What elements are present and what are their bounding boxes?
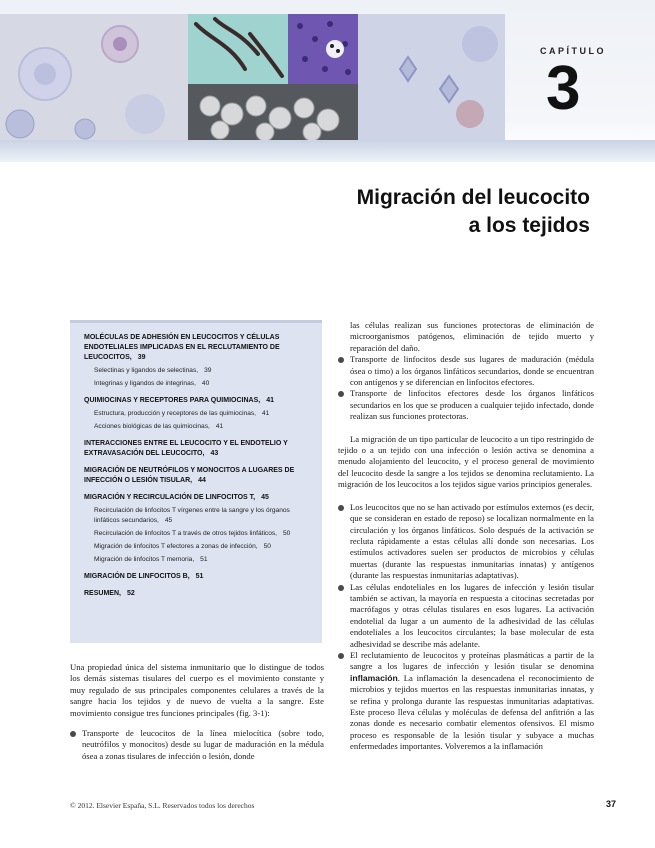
outline-entry-text: MIGRACIÓN Y RECIRCULACIÓN DE LINFOCITOS T, <box>84 494 256 501</box>
outline-section-entry <box>84 396 314 406</box>
page-number: 37 <box>606 799 617 809</box>
list-item-text: Transporte de leucocitos de la línea mielocítica (sobre todo, neutrófilos y monocitos) desde su lugar de maduración en la médula ósea a zonas tisulares de infección o lesión, donde <box>82 728 324 761</box>
outline-subsection-entry <box>84 409 314 419</box>
left-column-body <box>70 662 324 762</box>
list-item <box>338 650 594 753</box>
outline-entry-page: 41 <box>215 423 224 430</box>
right-column-body <box>338 320 594 753</box>
outline-entry-page: 45 <box>164 517 173 524</box>
function-list <box>70 728 324 762</box>
continuation-text: las células realizan sus funciones protectoras de eliminación de microorganismos patógenos, eliminación de tejido muerto y reparación del daño. <box>350 320 594 353</box>
outline-entry-page: 51 <box>200 556 208 563</box>
list-item <box>70 728 324 762</box>
chapter-number: 3 <box>546 54 581 123</box>
bullet-icon <box>338 585 344 591</box>
outline-entry-text: Recirculación de linfocitos T vírgenes entre la sangre y los órganos linfáticos secundarios, <box>94 507 290 524</box>
outline-subsection-entry <box>84 542 314 552</box>
collage-illustration <box>0 14 505 140</box>
microscopy-collage-image <box>0 14 505 140</box>
chapter-title-line1: Migración del leucocito <box>356 186 590 209</box>
outline-entry-page: 45 <box>261 494 269 501</box>
outline-entry-page: 50 <box>263 543 271 550</box>
list-item-text: Transporte de linfocitos desde sus lugares de maduración (médula ósea o timo) a los órganos linfáticos secundarios, donde se encuentran con antígenos y se diferencian en linfocitos efectores. <box>350 354 594 388</box>
intro-paragraph: Una propiedad única del sistema inmunitario que lo distingue de todos los demás sistemas tisulares del cuerpo es el movimiento constante y muy regulado de sus principales componentes celulares a través de la sangre hacia los tejidos y de nuevo de vuelta a la sangre. Este movimiento consigue tres funciones principales (fig. 3-1): <box>70 662 324 718</box>
outline-entry-text: INTERACCIONES ENTRE EL LEUCOCITO Y EL ENDOTELIO Y EXTRAVASACIÓN DEL LEUCOCITO, <box>84 440 288 457</box>
outline-section-entry <box>84 589 314 599</box>
list-item-text <box>350 650 594 751</box>
outline-subsection-entry <box>84 422 314 432</box>
outline-entry-text: RESUMEN, <box>84 590 121 597</box>
outline-entry-page: 43 <box>210 450 219 457</box>
outline-subsection-entry <box>84 366 314 376</box>
list-item <box>338 388 594 422</box>
list-item <box>338 502 594 582</box>
outline-section-entry <box>84 572 314 582</box>
chapter-outline-box <box>70 320 322 643</box>
outline-entry-text: Migración de linfocitos T efectores a zonas de infección, <box>94 543 258 550</box>
list-item-text-pre: El reclutamiento de leucocitos y proteínas plasmáticas a partir de la sangre a los lugares de infección y lesión tisular se denomina <box>350 649 594 672</box>
outline-entry-page: 41 <box>266 397 274 404</box>
body-paragraph: La migración de un tipo particular de leucocito a un tipo restringido de tejido o a un tejido con una infección o lesión activa se denomina a menudo alojamiento del leucocito, y el proceso general de movimiento del leucocito desde la sangre a los tejidos se denomina reclutamiento. La migración de los leucocitos a los tejidos sigue varios principios generales. <box>338 433 594 490</box>
outline-entry-text: MIGRACIÓN DE NEUTRÓFILOS Y MONOCITOS A LUGARES DE INFECCIÓN O LESIÓN TISULAR, <box>84 467 295 484</box>
bullet-icon <box>338 505 344 511</box>
list-item-text-post: . La inflamación la desencadena el reconocimiento de microbios y tejidos muertos en las respuestas inmunitarias innatas, y se refina y prolonga durante las respuestas inmunitarias adaptativas. Este proceso lleva células y moléculas de defensa del anfitrión a las zonas donde es necesario combatir elementos ofensivos. El mismo proceso es responsable de la lesión tisular y subyace a muchas enfermedades importantes. Volveremos a la inflamación <box>350 672 594 752</box>
bullet-icon <box>70 731 76 737</box>
chapter-title-line2: a los tejidos <box>468 214 590 237</box>
outline-entry-page: 52 <box>126 590 135 597</box>
outline-section-entry <box>84 439 314 459</box>
list-item <box>338 354 594 388</box>
list-item-text: Los leucocitos que no se han activado por estímulos externos (es decir, que se consideran en estado de reposo) se localizan normalmente en la circulación y los órganos linfáticos. Solo después de la activación se recluta rápidamente a estas células allí donde son necesarias. Los estímulos activadores suelen ser productos de microbios y células muertas (durante las respuestas inmunitarias innatas) y antígenos (durante las respuestas inmunitarias adaptativas). <box>350 501 594 581</box>
outline-entry-page: 44 <box>198 477 206 484</box>
outline-entry-page: 39 <box>204 367 212 374</box>
chapter-outline-list <box>70 323 322 607</box>
outline-section-entry <box>84 333 314 363</box>
list-item-text: Las células endoteliales en los lugares de infección y lesión tisular también se activan, la mayoría en respuesta a citocinas secretadas por macrófagos y otras células tisulares en esos lugares. La activación endotelial da lugar a un aumento de la adhesividad de las células endoteliales a los leucocitos circulantes; la base molecular de esta adhesividad se describe más adelante. <box>350 581 594 649</box>
outline-entry-text: MOLÉCULAS DE ADHESIÓN EN LEUCOCITOS Y CÉLULAS ENDOTELIALES IMPLICADAS EN EL RECLUTAMIENTO DE LEUCOCITOS, <box>84 334 280 361</box>
header-band <box>0 140 655 162</box>
outline-entry-text: Selectinas y ligandos de selectinas, <box>94 367 199 374</box>
outline-entry-page: 50 <box>283 530 291 537</box>
list-item-text: Transporte de linfocitos efectores desde los órganos linfáticos secundarios en los que se producen a cualquier tejido infectado, donde realizan sus funciones protectoras. <box>350 388 594 422</box>
outline-entry-page: 41 <box>262 410 270 417</box>
chapter-label: CAPÍTULO <box>540 46 606 56</box>
list-item <box>338 582 594 650</box>
bullet-icon <box>338 391 344 397</box>
outline-subsection-entry <box>84 506 314 526</box>
outline-entry-text: QUIMIOCINAS Y RECEPTORES PARA QUIMIOCINAS, <box>84 397 261 404</box>
copyright-notice: © 2012. Elsevier España, S.L. Reservados todos los derechos <box>70 801 255 810</box>
outline-entry-page: 51 <box>195 573 204 580</box>
outline-entry-page: 40 <box>201 380 210 387</box>
outline-subsection-entry <box>84 555 314 565</box>
outline-section-entry <box>84 466 314 486</box>
outline-entry-text: Migración de linfocitos T memoria, <box>94 556 195 563</box>
outline-subsection-entry <box>84 529 314 539</box>
outline-entry-text: Integrinas y ligandos de integrinas, <box>94 380 196 387</box>
outline-entry-text: Acciones biológicas de las quimiocinas, <box>94 423 210 430</box>
outline-entry-text: Recirculación de linfocitos T a través de otros tejidos linfáticos, <box>94 530 278 537</box>
outline-section-entry <box>84 493 314 503</box>
bullet-icon <box>338 653 344 659</box>
chapter-header <box>0 0 655 160</box>
outline-entry-page: 39 <box>137 354 146 361</box>
bullet-icon <box>338 357 344 363</box>
outline-entry-text: Estructura, producción y receptores de las quimiocinas, <box>94 410 256 417</box>
function-list-continued <box>338 354 594 422</box>
outline-entry-text: MIGRACIÓN DE LINFOCITOS B, <box>84 573 190 580</box>
chapter-title <box>357 184 590 240</box>
principles-list <box>338 502 594 753</box>
keyword-inflamacion: inflamación <box>350 672 398 683</box>
outline-subsection-entry <box>84 379 314 389</box>
